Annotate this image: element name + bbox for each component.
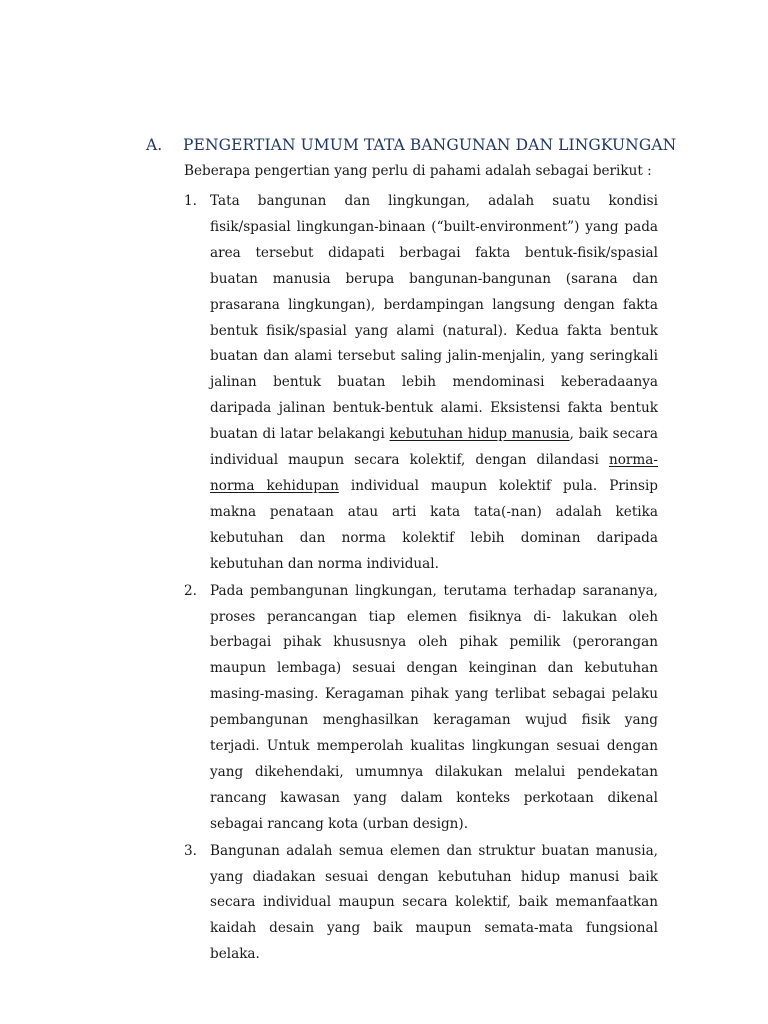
list-item-text bbox=[210, 189, 658, 578]
list-item bbox=[184, 189, 658, 578]
text-segment: , baik secara individual maupun secara kolektif, dengan dilandasi bbox=[210, 426, 658, 469]
list-number: 2. bbox=[184, 582, 197, 599]
definition-list bbox=[184, 189, 658, 969]
text-segment: individual maupun kolektif pula. Prinsip makna penataan atau arti kata tata(-nan) adalah ketika kebutuhan dan norma kolektif lebih dominan daripada kebutuhan dan norma individual. bbox=[210, 477, 658, 572]
underlined-term-kebutuhan: kebutuhan hidup manusia bbox=[389, 426, 570, 443]
underlined-term-norma: norma-norma kehidupan bbox=[210, 452, 658, 494]
list-item bbox=[184, 579, 658, 838]
text-segment: Tata bangunan dan lingkungan, adalah suatu kondisi fisik/spasial lingkungan-binaan (“built-environment”) yang pada area tersebut didapati berbagai fakta bentuk-fisik/spasial buatan manusia berupa bangunan-bangunan (sarana dan prasarana lingkungan), berdampingan langsung dengan fakta bentuk fisik/spasial yang alami (natural). Kedua fakta bentuk buatan dan alami tersebut saling jalin-menjalin, yang seringkali jalinan bentuk buatan lebih mendominasi keberadaanya daripada jalinan bentuk-bentuk alami. Eksistensi fakta bentuk buatan di latar belakangi bbox=[210, 193, 658, 443]
list-item-text: Bangunan adalah semua elemen dan struktur buatan manusia, yang diadakan sesuai dengan kebutuhan hidup manusi baik secara individual maupun secara kolektif, baik memanfaatkan kaidah desain yang baik maupun semata-mata fungsional belaka. bbox=[210, 842, 658, 963]
list-number: 1. bbox=[184, 193, 197, 209]
list-item-text: Pada pembangunan lingkungan, terutama terhadap sarananya, proses perancangan tiap elemen fisiknya di- lakukan oleh berbagai pihak khususnya oleh pihak pemilik (perorangan maupun lembaga) sesuai dengan keinginan dan kebutuhan masing-masing. Keragaman pihak yang terlibat sebagai pelaku pembangunan menghasilkan keragaman wujud fisik yang terjadi. Untuk memperolah kualitas lingkungan sesuai dengan yang dikehendaki, umumnya dilakukan melalui pendekatan rancang kawasan yang dalam konteks perkotaan dikenal sebagai rancang kota (urban design). bbox=[210, 582, 658, 832]
list-number: 3. bbox=[184, 842, 197, 859]
intro-paragraph: Beberapa pengertian yang perlu di pahami adalah sebagai berikut : bbox=[184, 163, 652, 179]
section-heading bbox=[146, 136, 706, 154]
list-item bbox=[184, 839, 658, 969]
section-title: PENGERTIAN UMUM TATA BANGUNAN DAN LINGKUNGAN bbox=[183, 136, 677, 154]
section-letter: A. bbox=[146, 136, 163, 154]
